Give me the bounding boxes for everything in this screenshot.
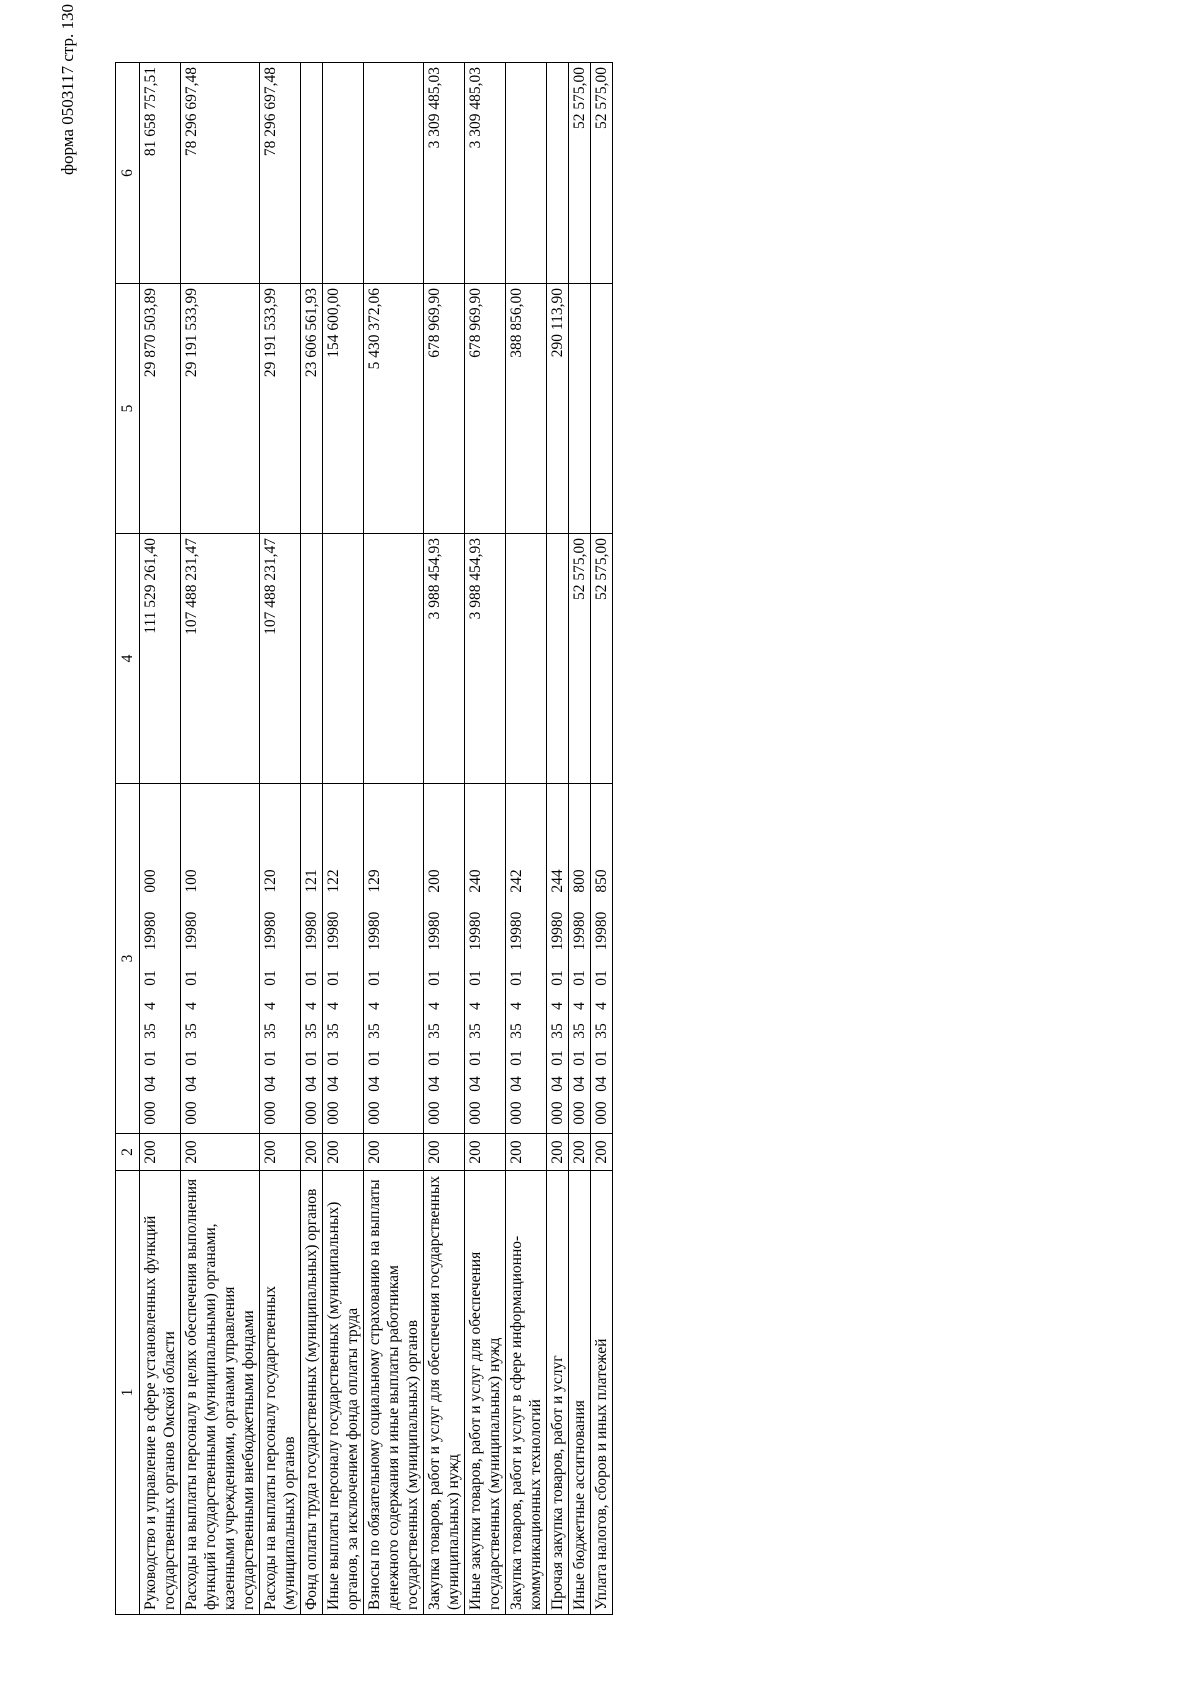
row-approved [323,534,364,784]
code-part: 01 [426,1050,443,1066]
code-part: 19980 [426,911,443,951]
code-part: 000 [426,1101,443,1125]
code-part: 4 [571,1002,588,1010]
code-part: 4 [467,1002,484,1010]
row-executed: 29 191 533,99 [260,284,301,534]
code-part: 01 [593,1050,610,1066]
row-executed [591,284,613,534]
column-header-3: 3 [116,784,140,1134]
expenditure-table [115,62,613,1615]
code-part: 01 [467,970,484,986]
code-part: 04 [142,1076,159,1092]
code-part: 4 [549,1002,566,1010]
row-unexecuted [323,63,364,284]
table-row [140,63,181,1615]
row-line-code: 200 [465,1134,506,1171]
row-executed: 29 870 503,89 [140,284,181,534]
row-budget-code [181,784,260,1134]
table-row [465,63,506,1615]
code-part: 04 [549,1076,566,1092]
code-part: 240 [467,869,484,893]
code-part: 35 [549,1023,566,1039]
code-part: 35 [467,1023,484,1039]
code-part: 01 [508,1050,525,1066]
code-part: 19980 [325,911,342,951]
code-part: 01 [508,970,525,986]
code-part: 19980 [467,911,484,951]
column-header-5: 5 [116,284,140,534]
row-unexecuted: 52 575,00 [591,63,613,284]
row-line-code: 200 [301,1134,323,1171]
row-budget-code [591,784,613,1134]
column-header-6: 6 [116,63,140,284]
row-name: Уплата налогов, сборов и иных платежей [591,1171,613,1615]
code-part: 850 [593,869,610,893]
row-name: Расходы на выплаты персоналу государственных (муниципальных) органов [260,1171,301,1615]
code-part: 19980 [142,911,159,951]
code-part: 01 [183,1050,200,1066]
code-part: 4 [366,1002,383,1010]
code-part: 04 [593,1076,610,1092]
code-part: 19980 [303,911,320,951]
row-executed: 154 600,00 [323,284,364,534]
code-part: 122 [325,869,342,893]
row-line-code: 200 [323,1134,364,1171]
row-budget-code [260,784,301,1134]
row-approved: 3 988 454,93 [465,534,506,784]
table-row [547,63,569,1615]
column-header-4: 4 [116,534,140,784]
row-approved: 107 488 231,47 [181,534,260,784]
code-part: 000 [467,1101,484,1125]
code-part: 000 [571,1101,588,1125]
code-part: 4 [325,1002,342,1010]
code-part: 01 [262,1050,279,1066]
row-unexecuted: 3 309 485,03 [424,63,465,284]
row-executed: 388 856,00 [506,284,547,534]
code-part: 04 [183,1076,200,1092]
code-part: 01 [325,1050,342,1066]
code-part: 35 [593,1023,610,1039]
code-part: 4 [426,1002,443,1010]
code-part: 04 [426,1076,443,1092]
row-executed: 678 969,90 [465,284,506,534]
row-budget-code [140,784,181,1134]
code-part: 04 [303,1076,320,1092]
code-part: 04 [508,1076,525,1092]
row-name: Иные закупки товаров, работ и услуг для обеспечения государственных (муниципальных) нужд [465,1171,506,1615]
code-part: 01 [303,970,320,986]
code-part: 01 [549,1050,566,1066]
row-unexecuted: 3 309 485,03 [465,63,506,284]
row-name: Иные бюджетные ассигнования [569,1171,591,1615]
row-executed: 678 969,90 [424,284,465,534]
table-row [181,63,260,1615]
code-part: 04 [325,1076,342,1092]
column-header-2: 2 [116,1134,140,1171]
row-unexecuted: 52 575,00 [569,63,591,284]
code-part: 19980 [366,911,383,951]
code-part: 01 [142,970,159,986]
row-executed: 23 606 561,93 [301,284,323,534]
row-unexecuted [506,63,547,284]
code-part: 04 [467,1076,484,1092]
code-part: 35 [325,1023,342,1039]
code-part: 4 [303,1002,320,1010]
code-part: 4 [593,1002,610,1010]
row-approved: 3 988 454,93 [424,534,465,784]
code-part: 000 [142,1101,159,1125]
row-line-code: 200 [140,1134,181,1171]
row-executed: 290 113,90 [547,284,569,534]
code-part: 01 [366,970,383,986]
row-approved: 111 529 261,40 [140,534,181,784]
column-header-1: 1 [116,1171,140,1615]
row-line-code: 200 [506,1134,547,1171]
row-executed: 5 430 372,06 [364,284,424,534]
table-row [424,63,465,1615]
code-part: 000 [183,1101,200,1125]
code-part: 000 [508,1101,525,1125]
code-part: 01 [183,970,200,986]
row-name: Прочая закупка товаров, работ и услуг [547,1171,569,1615]
row-budget-code [424,784,465,1134]
row-budget-code [547,784,569,1134]
code-part: 01 [262,970,279,986]
row-line-code: 200 [591,1134,613,1171]
row-name: Расходы на выплаты персоналу в целях обеспечения выполнения функций государственными (муниципальными) органами, казенными учреждениями, органами управления государственными внебюджетными фондами [181,1171,260,1615]
code-part: 19980 [593,911,610,951]
code-part: 100 [183,869,200,893]
code-part: 35 [508,1023,525,1039]
row-name: Иные выплаты персоналу государственных (муниципальных) органов, за исключением фонда оплаты труда [323,1171,364,1615]
code-part: 04 [366,1076,383,1092]
row-budget-code [364,784,424,1134]
row-executed [569,284,591,534]
code-part: 000 [593,1101,610,1125]
table-body [140,63,613,1615]
code-part: 000 [142,869,159,893]
code-part: 129 [366,869,383,893]
row-budget-code [506,784,547,1134]
code-part: 35 [426,1023,443,1039]
code-part: 01 [426,970,443,986]
row-line-code: 200 [260,1134,301,1171]
code-part: 35 [142,1023,159,1039]
row-line-code: 200 [181,1134,260,1171]
code-part: 000 [366,1101,383,1125]
code-part: 01 [303,1050,320,1066]
code-part: 4 [262,1002,279,1010]
code-part: 19980 [183,911,200,951]
code-part: 242 [508,869,525,893]
row-executed: 29 191 533,99 [181,284,260,534]
rotated-sheet [0,4,1200,1697]
row-approved: 52 575,00 [591,534,613,784]
code-part: 01 [571,970,588,986]
code-part: 19980 [549,911,566,951]
code-part: 35 [366,1023,383,1039]
table-row [260,63,301,1615]
code-part: 244 [549,869,566,893]
form-label: форма 0503117 стр. 130 [58,4,77,175]
code-part: 35 [262,1023,279,1039]
code-part: 35 [571,1023,588,1039]
code-part: 01 [571,1050,588,1066]
code-part: 01 [325,970,342,986]
row-unexecuted [301,63,323,284]
code-part: 19980 [262,911,279,951]
code-part: 19980 [508,911,525,951]
code-part: 000 [549,1101,566,1125]
code-part: 35 [303,1023,320,1039]
code-part: 01 [142,1050,159,1066]
row-budget-code [465,784,506,1134]
row-name: Закупка товаров, работ и услуг для обеспечения государственных (муниципальных) нужд [424,1171,465,1615]
code-part: 200 [426,869,443,893]
code-part: 01 [593,970,610,986]
row-approved: 52 575,00 [569,534,591,784]
code-part: 000 [325,1101,342,1125]
code-part: 01 [549,970,566,986]
code-part: 04 [571,1076,588,1092]
row-unexecuted: 78 296 697,48 [260,63,301,284]
code-part: 01 [366,1050,383,1066]
code-part: 19980 [571,911,588,951]
row-budget-code [301,784,323,1134]
row-unexecuted: 78 296 697,48 [181,63,260,284]
row-name: Руководство и управление в сфере установленных функций государственных органов Омской области [140,1171,181,1615]
code-part: 000 [303,1101,320,1125]
code-part: 4 [142,1002,159,1010]
row-line-code: 200 [424,1134,465,1171]
table-row [569,63,591,1615]
table-row [506,63,547,1615]
code-part: 35 [183,1023,200,1039]
code-part: 4 [508,1002,525,1010]
row-unexecuted [547,63,569,284]
row-approved: 107 488 231,47 [260,534,301,784]
row-approved [364,534,424,784]
row-name: Взносы по обязательному социальному страхованию на выплаты денежного содержания и иные выплаты работникам государственных (муниципальных) органов [364,1171,424,1615]
code-part: 121 [303,869,320,893]
table-row [323,63,364,1615]
row-approved [506,534,547,784]
table-row [364,63,424,1615]
row-line-code: 200 [364,1134,424,1171]
code-part: 4 [183,1002,200,1010]
row-budget-code [569,784,591,1134]
row-budget-code [323,784,364,1134]
row-line-code: 200 [547,1134,569,1171]
code-part: 800 [571,869,588,893]
row-line-code: 200 [569,1134,591,1171]
code-part: 04 [262,1076,279,1092]
row-unexecuted [364,63,424,284]
code-part: 000 [262,1101,279,1125]
row-name: Закупка товаров, работ и услуг в сфере информационно-коммуникационных технологий [506,1171,547,1615]
row-unexecuted: 81 658 757,51 [140,63,181,284]
column-number-row [116,63,140,1615]
row-approved [547,534,569,784]
table-row [591,63,613,1615]
code-part: 01 [467,1050,484,1066]
row-name: Фонд оплаты труда государственных (муниципальных) органов [301,1171,323,1615]
table-row [301,63,323,1615]
row-approved [301,534,323,784]
code-part: 120 [262,869,279,893]
